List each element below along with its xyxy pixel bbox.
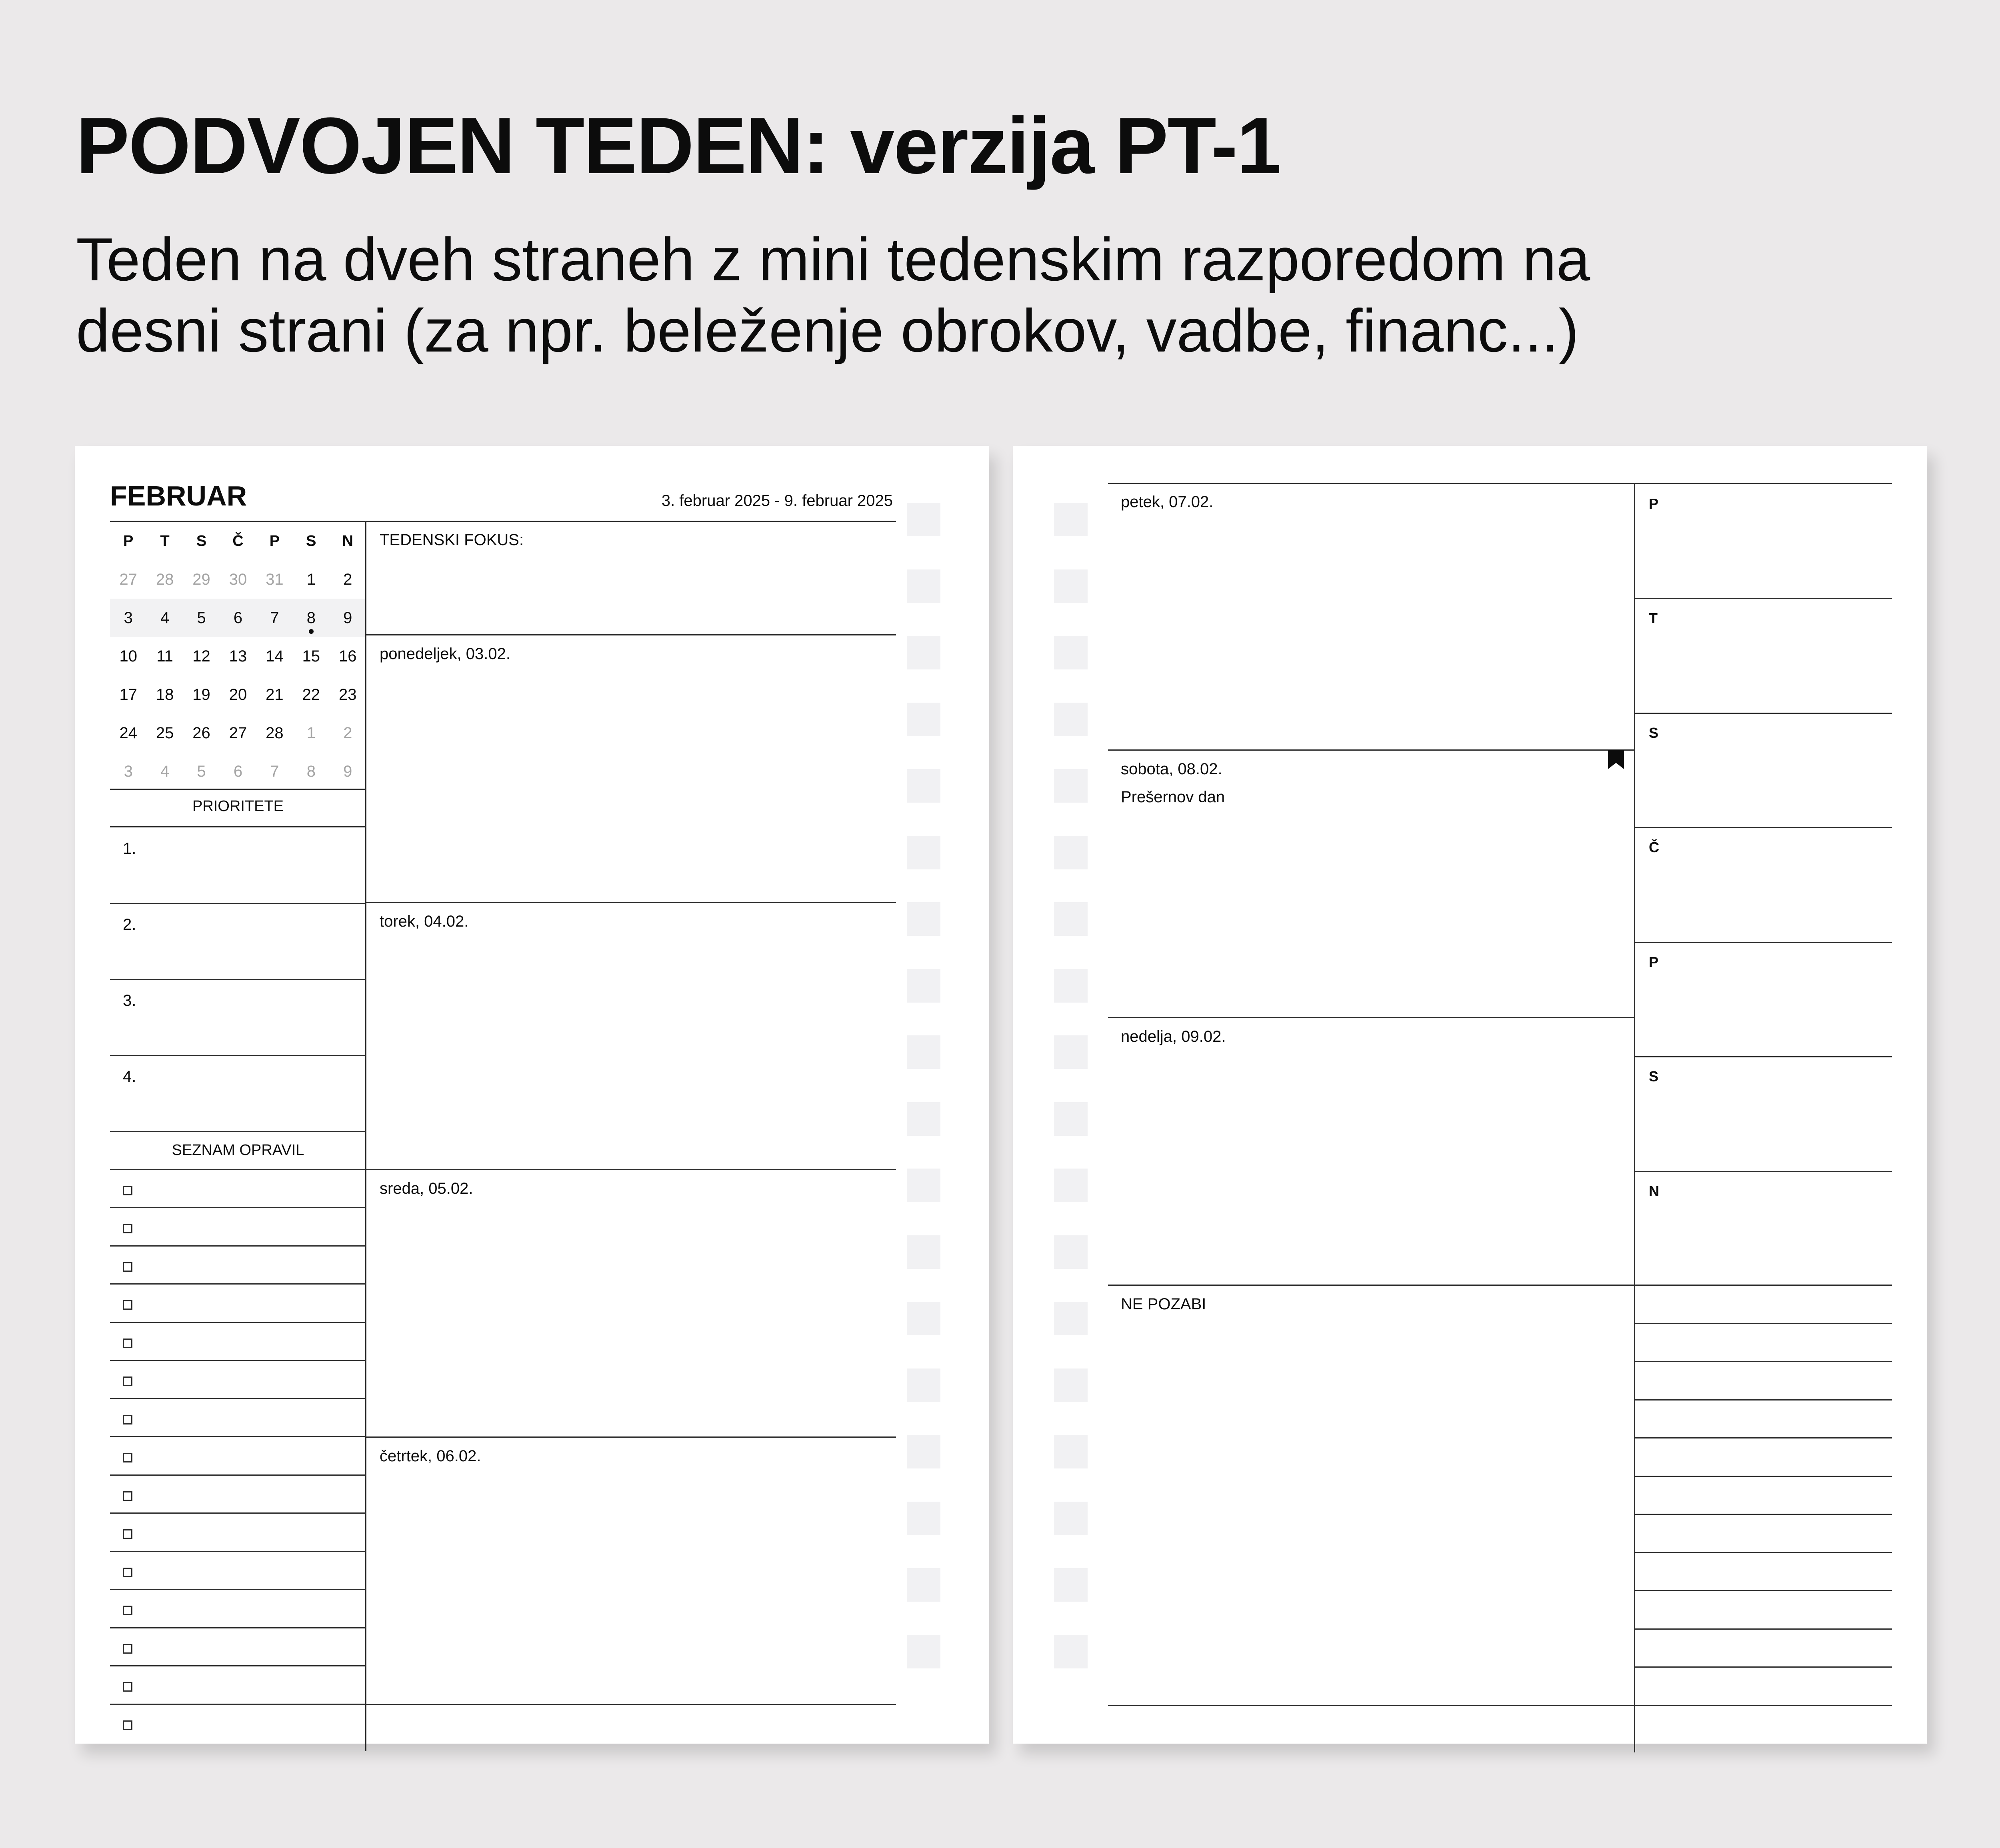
- task-list-heading: SEZNAM OPRAVIL: [172, 1142, 304, 1159]
- week-date-range: 3. februar 2025 - 9. februar 2025: [661, 492, 893, 509]
- mini-week-day: T: [1649, 610, 1658, 626]
- task-checkbox[interactable]: [123, 1453, 132, 1462]
- binder-hole: [1054, 1035, 1088, 1069]
- calendar-day: 3: [124, 762, 133, 780]
- task-line: [110, 1398, 366, 1399]
- binder-hole: [907, 1435, 940, 1468]
- priority-line: [110, 903, 366, 904]
- day-label-saturday: sobota, 08.02.: [1121, 760, 1222, 778]
- calendar-day: 7: [270, 762, 279, 780]
- page-title: PODVOJEN TEDEN: verzija PT-1: [76, 101, 1281, 190]
- binder-hole: [1054, 503, 1088, 536]
- calendar-day: 3: [124, 609, 133, 627]
- task-line: [110, 1589, 366, 1590]
- binder-hole: [1054, 1568, 1088, 1602]
- calendar-day: 17: [119, 685, 137, 703]
- calendar-day: 1: [306, 570, 316, 588]
- task-line: [110, 1283, 366, 1285]
- task-checkbox[interactable]: [123, 1339, 132, 1348]
- calendar-day: 7: [270, 609, 279, 627]
- priority-number: 2.: [123, 916, 136, 933]
- divider: [1108, 1285, 1892, 1286]
- calendar-week-row: [110, 637, 366, 675]
- mini-week-day: N: [1649, 1183, 1659, 1199]
- column-divider: [365, 521, 366, 1751]
- calendar-week-row: [110, 752, 366, 791]
- day-label-sunday: nedelja, 09.02.: [1121, 1028, 1226, 1045]
- calendar-day: 15: [302, 647, 320, 665]
- binder-hole: [907, 1502, 940, 1535]
- binder-hole: [907, 1369, 940, 1402]
- day-name: ponedeljek: [380, 645, 457, 663]
- mini-week-line: [1634, 827, 1892, 828]
- binder-hole: [907, 503, 940, 536]
- ruled-line: [1634, 1323, 1892, 1324]
- binder-hole: [907, 1035, 940, 1069]
- divider: [365, 902, 896, 903]
- task-line: [110, 1474, 366, 1476]
- task-line: [110, 1512, 366, 1514]
- calendar-weekday: N: [342, 532, 353, 549]
- calendar-day: 22: [302, 685, 320, 703]
- task-checkbox[interactable]: [123, 1682, 132, 1692]
- calendar-weekday: P: [123, 532, 134, 549]
- binder-hole: [1054, 703, 1088, 736]
- calendar-day: 27: [229, 724, 247, 742]
- day-name: nedelja: [1121, 1028, 1173, 1045]
- divider: [365, 634, 896, 635]
- binder-hole: [907, 636, 940, 669]
- mini-week-line: [1634, 1171, 1892, 1172]
- task-line: [110, 1245, 366, 1247]
- binder-hole: [907, 1235, 940, 1269]
- task-checkbox[interactable]: [123, 1644, 132, 1654]
- calendar-day: 29: [192, 570, 210, 588]
- task-checkbox[interactable]: [123, 1186, 132, 1195]
- binder-hole: [907, 569, 940, 603]
- divider: [365, 1169, 896, 1170]
- day-date: 05.02.: [428, 1180, 473, 1197]
- mini-week-day: Č: [1649, 839, 1659, 855]
- day-name: sobota: [1121, 760, 1169, 778]
- binder-hole: [1054, 636, 1088, 669]
- binder-hole: [907, 1635, 940, 1668]
- priority-line: [110, 979, 366, 980]
- ruled-line: [1634, 1590, 1892, 1591]
- divider: [365, 1436, 896, 1438]
- binder-hole: [1054, 1169, 1088, 1202]
- mini-week-day: S: [1649, 725, 1659, 741]
- binder-hole: [907, 1169, 940, 1202]
- calendar-week-row: [110, 675, 366, 714]
- divider: [110, 789, 366, 790]
- divider: [110, 826, 366, 827]
- calendar-weekday: S: [306, 532, 316, 549]
- ruled-line: [1634, 1666, 1892, 1668]
- page-subtitle: [76, 224, 1876, 366]
- day-date: 07.02.: [1169, 493, 1214, 511]
- calendar-weekday: T: [160, 532, 170, 549]
- calendar-day: 6: [233, 609, 243, 627]
- mini-week-day: P: [1649, 954, 1659, 970]
- task-line: [110, 1360, 366, 1361]
- calendar-week-row: [110, 714, 366, 752]
- mini-week-line: [1634, 598, 1892, 599]
- ruled-line: [1634, 1552, 1892, 1553]
- mini-week-line: [1634, 1056, 1892, 1057]
- calendar-day: 24: [119, 724, 137, 742]
- calendar-day: 19: [192, 685, 210, 703]
- calendar-day: 18: [156, 685, 174, 703]
- calendar-day: 13: [229, 647, 247, 665]
- calendar-current-week-row: [110, 599, 366, 637]
- calendar-weekday: S: [196, 532, 207, 549]
- task-line: [110, 1665, 366, 1666]
- binder-hole: [1054, 1302, 1088, 1335]
- calendar-day: 5: [197, 762, 206, 780]
- divider: [110, 1169, 366, 1170]
- task-checkbox[interactable]: [123, 1529, 132, 1539]
- task-checkbox[interactable]: [123, 1720, 132, 1730]
- task-checkbox[interactable]: [123, 1568, 132, 1577]
- binder-hole: [907, 769, 940, 803]
- calendar-day: 5: [197, 609, 206, 627]
- calendar-day: 21: [266, 685, 284, 703]
- priority-line: [110, 1055, 366, 1056]
- subtitle-line-2: desni strani (za npr. beleženje obrokov, vadbe, financ...): [76, 297, 1579, 365]
- ruled-line: [1634, 1476, 1892, 1477]
- day-label-tuesday: torek, 04.02.: [380, 913, 469, 930]
- calendar-day-holiday-marked: 8: [293, 609, 329, 627]
- calendar-weekday: P: [269, 532, 280, 549]
- divider: [1108, 483, 1892, 484]
- page-bottom-line: [110, 1704, 896, 1705]
- task-line: [110, 1551, 366, 1552]
- task-line: [110, 1207, 366, 1208]
- binder-hole: [907, 902, 940, 936]
- planner-right-page: [1013, 446, 1927, 1744]
- binder-hole: [1054, 836, 1088, 869]
- day-label-friday: petek, 07.02.: [1121, 493, 1214, 511]
- binder-hole: [1054, 1635, 1088, 1668]
- calendar-day: 1: [306, 724, 316, 742]
- calendar-day: 9: [343, 762, 352, 780]
- task-checkbox[interactable]: [123, 1224, 132, 1233]
- day-date: 04.02.: [424, 913, 469, 930]
- ruled-line: [1634, 1628, 1892, 1630]
- calendar-day: 31: [266, 570, 284, 588]
- calendar-day: 4: [160, 609, 170, 627]
- task-line: [110, 1436, 366, 1437]
- ruled-line: [1634, 1514, 1892, 1515]
- task-checkbox[interactable]: [123, 1415, 132, 1424]
- planner-left-page: [75, 446, 989, 1744]
- priority-line: [110, 1131, 366, 1132]
- calendar-day: 23: [338, 685, 357, 703]
- day-name: torek: [380, 913, 415, 930]
- day-date: 06.02.: [436, 1447, 481, 1465]
- month-title: FEBRUAR: [110, 480, 247, 511]
- divider: [1108, 1017, 1635, 1018]
- binder-hole: [1054, 569, 1088, 603]
- weekly-focus-label: TEDENSKI FOKUS:: [380, 531, 524, 549]
- calendar-day: 2: [343, 570, 352, 588]
- binder-hole: [907, 1302, 940, 1335]
- task-checkbox[interactable]: [123, 1491, 132, 1501]
- calendar-week-row: [110, 560, 366, 599]
- day-date: 09.02.: [1181, 1028, 1226, 1045]
- calendar-day: 11: [156, 647, 173, 665]
- binder-hole: [1054, 969, 1088, 1003]
- calendar-day: 12: [192, 647, 210, 665]
- binder-hole: [907, 1102, 940, 1136]
- calendar-day: 9: [343, 609, 352, 627]
- calendar-day: 20: [229, 685, 247, 703]
- binder-hole: [1054, 1502, 1088, 1535]
- day-label-monday: ponedeljek, 03.02.: [380, 645, 510, 663]
- task-line: [110, 1627, 366, 1628]
- task-checkbox[interactable]: [123, 1606, 132, 1615]
- mini-week-day: P: [1649, 495, 1659, 512]
- calendar-day: 14: [266, 647, 284, 665]
- binder-hole: [907, 836, 940, 869]
- calendar-day: 28: [156, 570, 174, 588]
- calendar-day: 25: [156, 724, 174, 742]
- holiday-note: Prešernov dan: [1121, 788, 1225, 806]
- calendar-day: 10: [119, 647, 137, 665]
- mini-week-line: [1634, 942, 1892, 943]
- calendar-day: 16: [338, 647, 357, 665]
- calendar-weekday-row: [110, 522, 366, 560]
- calendar-day: 8: [306, 762, 316, 780]
- day-name: četrtek: [380, 1447, 428, 1465]
- binder-hole: [1054, 1102, 1088, 1136]
- day-label-wednesday: sreda, 05.02.: [380, 1180, 473, 1197]
- subtitle-line-1: Teden na dveh straneh z mini tedenskim razporedom na: [76, 226, 1590, 294]
- calendar-day: 28: [266, 724, 284, 742]
- dont-forget-label: NE POZABI: [1121, 1295, 1206, 1313]
- task-checkbox[interactable]: [123, 1377, 132, 1386]
- task-checkbox[interactable]: [123, 1262, 132, 1272]
- calendar-day: 30: [229, 570, 247, 588]
- bookmark-icon: [1608, 750, 1624, 769]
- day-name: sreda: [380, 1180, 420, 1197]
- ruled-line: [1634, 1361, 1892, 1362]
- ruled-line: [1634, 1437, 1892, 1438]
- day-name: petek: [1121, 493, 1160, 511]
- binder-hole: [1054, 769, 1088, 803]
- priority-number: 3.: [123, 992, 136, 1009]
- calendar-weekday: Č: [232, 532, 244, 549]
- priorities-heading: PRIORITETE: [192, 798, 284, 815]
- task-checkbox[interactable]: [123, 1300, 132, 1310]
- mini-calendar: [110, 522, 366, 791]
- page-bottom-line: [1108, 1705, 1892, 1706]
- binder-hole: [1054, 1369, 1088, 1402]
- binder-hole: [907, 1568, 940, 1602]
- day-date: 03.02.: [466, 645, 510, 663]
- priority-number: 4.: [123, 1068, 136, 1085]
- binder-hole: [1054, 902, 1088, 936]
- binder-hole: [907, 969, 940, 1003]
- calendar-day: 27: [119, 570, 137, 588]
- task-line: [110, 1322, 366, 1323]
- calendar-day: 6: [233, 762, 243, 780]
- mini-week-line: [1634, 713, 1892, 714]
- binder-hole: [1054, 1435, 1088, 1468]
- day-date: 08.02.: [1178, 760, 1222, 778]
- column-divider: [1634, 483, 1635, 1752]
- binder-hole: [1054, 1235, 1088, 1269]
- calendar-day: 4: [160, 762, 170, 780]
- day-label-thursday: četrtek, 06.02.: [380, 1447, 481, 1465]
- ruled-line: [1634, 1399, 1892, 1400]
- binder-hole: [907, 703, 940, 736]
- divider: [1108, 749, 1635, 751]
- calendar-day: 2: [343, 724, 352, 742]
- priority-number: 1.: [123, 840, 136, 857]
- calendar-day: 26: [192, 724, 210, 742]
- mini-week-day: S: [1649, 1068, 1659, 1085]
